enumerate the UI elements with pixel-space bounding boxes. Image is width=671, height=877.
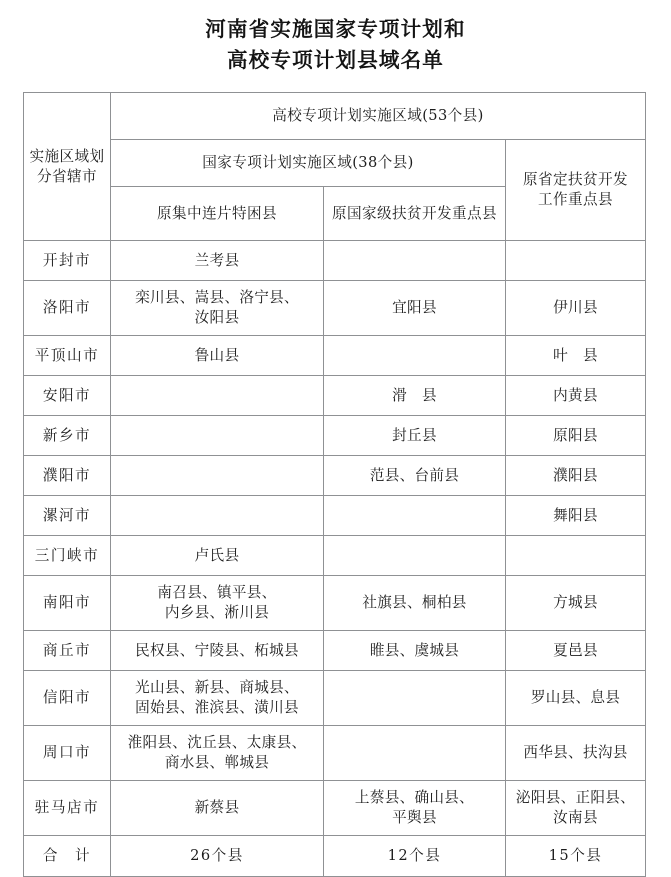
row-city-name: 三门峡市 [24, 536, 111, 576]
row-cell-b [324, 376, 506, 416]
row-cell-b [324, 781, 506, 836]
row-city-name: 漯河市 [24, 496, 111, 536]
header-col-b: 原国家级扶贫开发重点县 [324, 187, 506, 241]
cell-line: 南召县、镇平县、 [157, 584, 277, 601]
row-city-name: 洛阳市 [24, 281, 111, 336]
row-cell-c [506, 281, 646, 336]
row-city-name: 平顶山市 [24, 336, 111, 376]
row-cell-b [324, 631, 506, 671]
header-top-span: 高校专项计划实施区域(53个县) [111, 93, 646, 140]
header-second-span: 国家专项计划实施区域(38个县) [111, 140, 506, 187]
row-cell-a [111, 781, 324, 836]
cell-line: 睢县、虞城县 [369, 641, 460, 659]
table-row [24, 781, 646, 836]
row-city-name: 周口市 [24, 726, 111, 781]
table-header-row-1 [24, 93, 646, 140]
table-row [24, 671, 646, 726]
cell-line: 宜阳县 [392, 299, 437, 316]
row-city-name: 南阳市 [24, 576, 111, 631]
row-cell-a [111, 536, 324, 576]
row-cell-a [111, 576, 324, 631]
row-city-name: 驻马店市 [24, 781, 111, 836]
total-col-a: 26个县 [111, 836, 324, 877]
header-col-c [506, 140, 646, 241]
cell-line: 罗山县、息县 [530, 689, 621, 706]
table-row [24, 376, 646, 416]
header-row-label-line-1: 实施区域划 [29, 147, 105, 165]
header-col-c-line-2: 工作重点县 [538, 191, 613, 208]
row-cell-b [324, 496, 506, 536]
row-cell-a [111, 336, 324, 376]
row-cell-c [506, 726, 646, 781]
cell-line: 汝南县 [553, 809, 598, 826]
row-cell-c [506, 416, 646, 456]
table-total-row [24, 836, 646, 877]
county-table-wrapper [23, 92, 645, 877]
row-cell-b [324, 416, 506, 456]
row-cell-a [111, 456, 324, 496]
cell-line: 内乡县、淅川县 [164, 604, 270, 621]
cell-line: 泌阳县、正阳县、 [515, 789, 636, 806]
total-col-c: 15个县 [506, 836, 646, 877]
row-cell-b [324, 536, 506, 576]
row-city-name: 安阳市 [24, 376, 111, 416]
table-row [24, 496, 646, 536]
table-row [24, 416, 646, 456]
cell-line: 上蔡县、确山县、 [354, 789, 475, 806]
row-cell-c [506, 671, 646, 726]
cell-line: 卢氏县 [194, 546, 240, 564]
county-list-table [23, 92, 646, 877]
header-col-a: 原集中连片特困县 [111, 187, 324, 241]
cell-line: 兰考县 [194, 251, 240, 269]
cell-line: 封丘县 [392, 426, 437, 444]
row-cell-a [111, 241, 324, 281]
row-cell-a [111, 376, 324, 416]
page-title-line-2: 高校专项计划县域名单 [227, 48, 444, 72]
row-cell-c [506, 496, 646, 536]
row-city-name: 濮阳市 [24, 456, 111, 496]
cell-line: 社旗县、桐柏县 [362, 594, 467, 611]
cell-line: 光山县、新县、商城县、 [135, 679, 299, 696]
cell-line: 原阳县 [553, 426, 598, 444]
cell-line: 伊川县 [553, 299, 598, 316]
cell-line: 固始县、淮滨县、潢川县 [135, 699, 299, 716]
cell-line: 栾川县、嵩县、洛宁县、 [135, 289, 299, 306]
cell-line: 方城县 [553, 594, 598, 611]
cell-line: 叶 县 [553, 346, 598, 364]
cell-line: 民权县、宁陵县、柘城县 [135, 641, 299, 659]
row-cell-b [324, 336, 506, 376]
row-cell-b [324, 726, 506, 781]
row-cell-c [506, 631, 646, 671]
row-city-name: 商丘市 [24, 631, 111, 671]
cell-line: 新蔡县 [194, 799, 240, 816]
cell-line: 西华县、扶沟县 [523, 744, 628, 761]
row-cell-a [111, 281, 324, 336]
row-cell-a [111, 631, 324, 671]
cell-line: 商水县、郸城县 [164, 754, 270, 771]
cell-line: 濮阳县 [553, 466, 598, 484]
row-cell-b [324, 576, 506, 631]
table-row [24, 631, 646, 671]
row-cell-c [506, 781, 646, 836]
table-row [24, 576, 646, 631]
row-cell-a [111, 416, 324, 456]
row-cell-b [324, 671, 506, 726]
row-cell-b [324, 456, 506, 496]
table-row [24, 536, 646, 576]
page-title [0, 0, 671, 76]
cell-line: 平舆县 [392, 809, 437, 826]
row-cell-c [506, 576, 646, 631]
row-cell-a [111, 726, 324, 781]
cell-line: 滑 县 [392, 386, 437, 404]
cell-line: 内黄县 [553, 386, 598, 404]
row-cell-c [506, 336, 646, 376]
table-row [24, 241, 646, 281]
row-cell-a [111, 671, 324, 726]
row-city-name: 新乡市 [24, 416, 111, 456]
header-col-c-line-1: 原省定扶贫开发 [523, 171, 628, 188]
row-city-name: 信阳市 [24, 671, 111, 726]
page-title-line-1: 河南省实施国家专项计划和 [205, 17, 466, 41]
cell-line: 夏邑县 [553, 641, 598, 659]
row-cell-a [111, 496, 324, 536]
row-cell-b [324, 281, 506, 336]
row-city-name: 开封市 [24, 241, 111, 281]
header-row-label-line-2: 分省辖市 [37, 167, 97, 185]
total-col-b: 12个县 [324, 836, 506, 877]
table-row [24, 726, 646, 781]
table-row [24, 456, 646, 496]
header-row-label [24, 93, 111, 241]
total-label: 合 计 [24, 836, 111, 877]
cell-line: 舞阳县 [553, 506, 598, 524]
cell-line: 汝阳县 [194, 309, 240, 326]
row-cell-c [506, 376, 646, 416]
table-header-row-2 [24, 140, 646, 187]
county-table-body [24, 93, 646, 877]
table-row [24, 281, 646, 336]
row-cell-c [506, 456, 646, 496]
cell-line: 鲁山县 [194, 346, 240, 364]
row-cell-b [324, 241, 506, 281]
row-cell-c [506, 241, 646, 281]
table-row [24, 336, 646, 376]
cell-line: 范县、台前县 [369, 466, 460, 484]
row-cell-c [506, 536, 646, 576]
cell-line: 淮阳县、沈丘县、太康县、 [127, 734, 307, 751]
